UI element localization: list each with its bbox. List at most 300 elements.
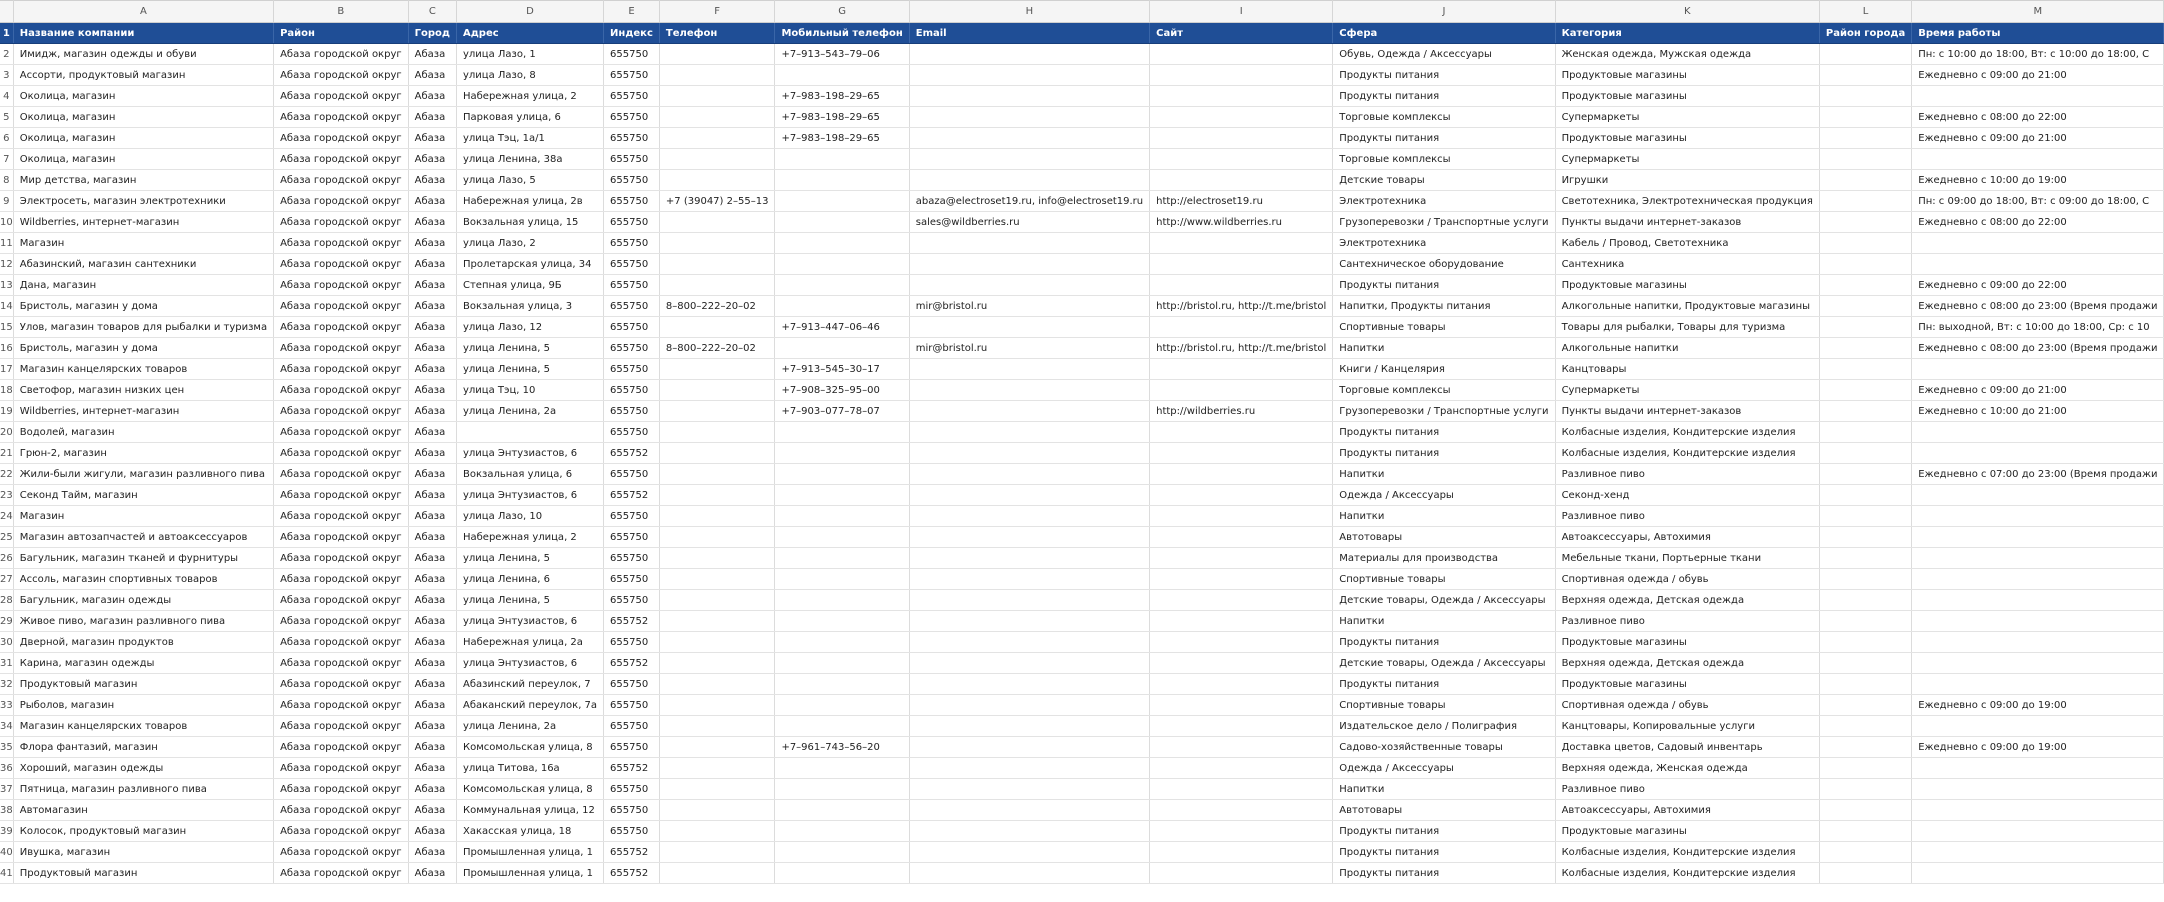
cell[interactable]: Ежедневно с 10:00 до 19:00 (1912, 170, 2164, 191)
cell[interactable]: Магазин канцелярских товаров (13, 716, 273, 737)
cell[interactable]: 655750 (604, 800, 660, 821)
cell[interactable] (775, 863, 909, 884)
cell[interactable]: Колбасные изделия, Кондитерские изделия (1555, 863, 1819, 884)
cell[interactable] (1150, 590, 1333, 611)
cell[interactable] (659, 695, 775, 716)
cell[interactable]: Абазинский переулок, 7 (456, 674, 603, 695)
cell[interactable] (775, 821, 909, 842)
cell[interactable]: Магазин автозапчастей и автоаксессуаров (13, 527, 273, 548)
cell[interactable]: Абаза (408, 338, 456, 359)
cell[interactable] (659, 590, 775, 611)
cell[interactable]: Ежедневно с 09:00 до 19:00 (1912, 737, 2164, 758)
row-number[interactable]: 3 (0, 65, 13, 86)
header-cell[interactable]: Время работы (1912, 23, 2164, 44)
cell[interactable]: 655750 (604, 149, 660, 170)
cell[interactable]: 655752 (604, 842, 660, 863)
cell[interactable] (1819, 275, 1911, 296)
row-number[interactable]: 28 (0, 590, 13, 611)
cell[interactable]: Вокзальная улица, 3 (456, 296, 603, 317)
cell[interactable] (909, 65, 1149, 86)
cell[interactable] (775, 212, 909, 233)
column-header-i[interactable]: I (1150, 1, 1333, 23)
header-cell[interactable]: Телефон (659, 23, 775, 44)
cell[interactable] (659, 464, 775, 485)
cell[interactable] (1912, 149, 2164, 170)
cell[interactable]: Абаза городской округ (274, 695, 409, 716)
cell[interactable] (659, 758, 775, 779)
cell[interactable] (659, 254, 775, 275)
cell[interactable]: mir@bristol.ru (909, 296, 1149, 317)
column-header-g[interactable]: G (775, 1, 909, 23)
cell[interactable]: Разливное пиво (1555, 611, 1819, 632)
cell[interactable]: Абаза (408, 527, 456, 548)
row-number[interactable]: 7 (0, 149, 13, 170)
cell[interactable]: Абаза (408, 65, 456, 86)
cell[interactable]: Абаза (408, 107, 456, 128)
column-header-b[interactable]: B (274, 1, 409, 23)
cell[interactable]: 655750 (604, 359, 660, 380)
cell[interactable]: Абаза городской округ (274, 254, 409, 275)
cell[interactable]: Автоаксессуары, Автохимия (1555, 800, 1819, 821)
row-number[interactable]: 12 (0, 254, 13, 275)
cell[interactable] (1819, 653, 1911, 674)
cell[interactable]: Алкогольные напитки, Продуктовые магазины (1555, 296, 1819, 317)
cell[interactable]: Абаза городской округ (274, 86, 409, 107)
cell[interactable] (1150, 632, 1333, 653)
cell[interactable] (775, 842, 909, 863)
cell[interactable]: Абаза (408, 86, 456, 107)
row-number[interactable]: 23 (0, 485, 13, 506)
cell[interactable]: Абаза (408, 128, 456, 149)
cell[interactable]: 655752 (604, 653, 660, 674)
cell[interactable] (1912, 758, 2164, 779)
cell[interactable] (1150, 653, 1333, 674)
cell[interactable] (1819, 485, 1911, 506)
cell[interactable] (1819, 170, 1911, 191)
cell[interactable]: Продуктовый магазин (13, 674, 273, 695)
cell[interactable] (775, 338, 909, 359)
cell[interactable]: Детские товары, Одежда / Аксессуары (1333, 590, 1555, 611)
cell[interactable]: улица Ленина, 5 (456, 338, 603, 359)
cell[interactable]: Абаза (408, 212, 456, 233)
cell[interactable] (775, 653, 909, 674)
cell[interactable] (775, 800, 909, 821)
cell[interactable] (659, 716, 775, 737)
cell[interactable]: Материалы для производства (1333, 548, 1555, 569)
cell[interactable] (1912, 863, 2164, 884)
cell[interactable]: Пролетарская улица, 34 (456, 254, 603, 275)
cell[interactable]: Дверной, магазин продуктов (13, 632, 273, 653)
cell[interactable] (909, 779, 1149, 800)
cell[interactable]: Женская одежда, Мужская одежда (1555, 44, 1819, 65)
cell[interactable]: Мебельные ткани, Портьерные ткани (1555, 548, 1819, 569)
cell[interactable]: Спортивная одежда / обувь (1555, 695, 1819, 716)
row-number[interactable]: 27 (0, 569, 13, 590)
column-header-j[interactable]: J (1333, 1, 1555, 23)
cell[interactable] (1150, 128, 1333, 149)
cell[interactable] (659, 485, 775, 506)
cell[interactable] (1819, 149, 1911, 170)
cell[interactable] (775, 569, 909, 590)
cell[interactable] (1150, 254, 1333, 275)
cell[interactable]: Магазин (13, 506, 273, 527)
cell[interactable] (775, 548, 909, 569)
cell[interactable]: Wildberries, интернет-магазин (13, 401, 273, 422)
cell[interactable]: Промышленная улица, 1 (456, 842, 603, 863)
cell[interactable]: 655750 (604, 275, 660, 296)
header-cell[interactable]: Категория (1555, 23, 1819, 44)
cell[interactable]: 655752 (604, 485, 660, 506)
cell[interactable] (909, 86, 1149, 107)
cell[interactable]: Одежда / Аксессуары (1333, 485, 1555, 506)
cell[interactable] (659, 674, 775, 695)
cell[interactable]: Кабель / Провод, Светотехника (1555, 233, 1819, 254)
cell[interactable]: Абаза городской округ (274, 653, 409, 674)
row-number[interactable]: 32 (0, 674, 13, 695)
cell[interactable] (1150, 674, 1333, 695)
cell[interactable] (1150, 170, 1333, 191)
cell[interactable]: +7–903–077–78–07 (775, 401, 909, 422)
cell[interactable] (775, 170, 909, 191)
cell[interactable]: Светотехника, Электротехническая продукция (1555, 191, 1819, 212)
cell[interactable]: Обувь, Одежда / Аксессуары (1333, 44, 1555, 65)
cell[interactable] (909, 359, 1149, 380)
cell[interactable]: Пн: с 10:00 до 18:00, Вт: с 10:00 до 18:00, С (1912, 44, 2164, 65)
cell[interactable] (775, 191, 909, 212)
cell[interactable] (1912, 653, 2164, 674)
cell[interactable]: Абаза (408, 149, 456, 170)
cell[interactable]: Магазин канцелярских товаров (13, 359, 273, 380)
cell[interactable]: Абаза городской округ (274, 674, 409, 695)
cell[interactable]: Абаза (408, 569, 456, 590)
cell[interactable]: Колбасные изделия, Кондитерские изделия (1555, 842, 1819, 863)
cell[interactable]: улица Титова, 16а (456, 758, 603, 779)
cell[interactable]: Продуктовые магазины (1555, 821, 1819, 842)
cell[interactable] (1819, 842, 1911, 863)
cell[interactable] (1150, 506, 1333, 527)
cell[interactable] (1819, 548, 1911, 569)
cell[interactable] (1150, 800, 1333, 821)
cell[interactable]: Напитки (1333, 338, 1555, 359)
cell[interactable]: Продукты питания (1333, 674, 1555, 695)
cell[interactable] (1150, 821, 1333, 842)
header-cell[interactable]: Город (408, 23, 456, 44)
cell[interactable] (775, 485, 909, 506)
cell[interactable] (909, 422, 1149, 443)
row-number[interactable]: 11 (0, 233, 13, 254)
cell[interactable]: Мир детства, магазин (13, 170, 273, 191)
cell[interactable] (775, 695, 909, 716)
cell[interactable]: Продуктовые магазины (1555, 128, 1819, 149)
cell[interactable] (775, 779, 909, 800)
cell[interactable]: Абаза городской округ (274, 296, 409, 317)
cell[interactable] (659, 611, 775, 632)
cell[interactable] (659, 44, 775, 65)
cell[interactable] (1150, 380, 1333, 401)
row-number[interactable]: 24 (0, 506, 13, 527)
cell[interactable]: 655752 (604, 758, 660, 779)
cell[interactable] (1912, 821, 2164, 842)
cell[interactable]: Абаза (408, 548, 456, 569)
cell[interactable]: Абаза (408, 170, 456, 191)
cell[interactable]: Абаза городской округ (274, 632, 409, 653)
cell[interactable]: Абаза городской округ (274, 44, 409, 65)
cell[interactable]: Грузоперевозки / Транспортные услуги (1333, 401, 1555, 422)
cell[interactable]: Абаза (408, 296, 456, 317)
column-header-k[interactable]: K (1555, 1, 1819, 23)
cell[interactable]: Продукты питания (1333, 821, 1555, 842)
cell[interactable] (775, 443, 909, 464)
cell[interactable]: Вокзальная улица, 15 (456, 212, 603, 233)
cell[interactable] (1819, 443, 1911, 464)
cell[interactable] (659, 317, 775, 338)
cell[interactable]: Набережная улица, 2 (456, 86, 603, 107)
cell[interactable] (909, 401, 1149, 422)
cell[interactable]: Напитки, Продукты питания (1333, 296, 1555, 317)
cell[interactable] (1150, 716, 1333, 737)
cell[interactable] (1819, 233, 1911, 254)
cell[interactable]: 655750 (604, 170, 660, 191)
cell[interactable]: Абаза городской округ (274, 569, 409, 590)
cell[interactable]: 655752 (604, 863, 660, 884)
cell[interactable]: Абаза (408, 44, 456, 65)
cell[interactable]: Спортивные товары (1333, 695, 1555, 716)
cell[interactable] (909, 44, 1149, 65)
cell[interactable] (775, 632, 909, 653)
cell[interactable] (1912, 674, 2164, 695)
cell[interactable]: Грюн-2, магазин (13, 443, 273, 464)
cell[interactable]: улица Ленина, 5 (456, 590, 603, 611)
cell[interactable]: Абазинский, магазин сантехники (13, 254, 273, 275)
column-header-f[interactable]: F (659, 1, 775, 23)
cell[interactable]: Бристоль, магазин у дома (13, 338, 273, 359)
cell[interactable]: Хакасская улица, 18 (456, 821, 603, 842)
cell[interactable] (1819, 422, 1911, 443)
cell[interactable] (1150, 548, 1333, 569)
cell[interactable] (659, 86, 775, 107)
cell[interactable]: http://bristol.ru, http://t.me/bristol (1150, 296, 1333, 317)
cell[interactable]: 655752 (604, 443, 660, 464)
cell[interactable] (775, 674, 909, 695)
cell[interactable]: Парковая улица, 6 (456, 107, 603, 128)
cell[interactable]: Улов, магазин товаров для рыбалки и туризма (13, 317, 273, 338)
cell[interactable]: Книги / Канцелярия (1333, 359, 1555, 380)
cell[interactable]: Напитки (1333, 464, 1555, 485)
cell[interactable]: Ассоль, магазин спортивных товаров (13, 569, 273, 590)
cell[interactable] (775, 590, 909, 611)
cell[interactable]: Абаза городской округ (274, 611, 409, 632)
cell[interactable] (1912, 506, 2164, 527)
cell[interactable]: Багульник, магазин одежды (13, 590, 273, 611)
cell[interactable]: http://wildberries.ru (1150, 401, 1333, 422)
cell[interactable] (1819, 611, 1911, 632)
header-cell[interactable]: Район (274, 23, 409, 44)
cell[interactable] (1819, 212, 1911, 233)
cell[interactable]: Продуктовый магазин (13, 863, 273, 884)
cell[interactable]: 655750 (604, 779, 660, 800)
cell[interactable]: Абаза (408, 800, 456, 821)
cell[interactable] (775, 233, 909, 254)
cell[interactable]: Абаза городской округ (274, 863, 409, 884)
cell[interactable]: Ежедневно с 09:00 до 21:00 (1912, 65, 2164, 86)
cell[interactable]: Садово-хозяйственные товары (1333, 737, 1555, 758)
cell[interactable]: Продукты питания (1333, 128, 1555, 149)
cell[interactable] (775, 758, 909, 779)
cell[interactable]: 655750 (604, 716, 660, 737)
cell[interactable] (659, 548, 775, 569)
cell[interactable] (659, 128, 775, 149)
cell[interactable] (1912, 716, 2164, 737)
row-number[interactable]: 34 (0, 716, 13, 737)
cell[interactable] (659, 443, 775, 464)
cell[interactable]: улица Ленина, 6 (456, 569, 603, 590)
column-header-e[interactable]: E (604, 1, 660, 23)
cell[interactable]: Набережная улица, 2в (456, 191, 603, 212)
cell[interactable]: Околица, магазин (13, 128, 273, 149)
cell[interactable]: 655750 (604, 527, 660, 548)
cell[interactable]: Игрушки (1555, 170, 1819, 191)
row-number[interactable]: 18 (0, 380, 13, 401)
cell[interactable] (909, 758, 1149, 779)
cell[interactable]: Абаза городской округ (274, 779, 409, 800)
cell[interactable]: Издательское дело / Полиграфия (1333, 716, 1555, 737)
cell[interactable]: Секонд Тайм, магазин (13, 485, 273, 506)
cell[interactable] (909, 254, 1149, 275)
cell[interactable] (659, 149, 775, 170)
cell[interactable]: +7–908–325–95–00 (775, 380, 909, 401)
cell[interactable]: Детские товары (1333, 170, 1555, 191)
cell[interactable] (909, 569, 1149, 590)
cell[interactable]: Абаза городской округ (274, 275, 409, 296)
cell[interactable]: Ежедневно с 09:00 до 22:00 (1912, 275, 2164, 296)
cell[interactable]: Алкогольные напитки (1555, 338, 1819, 359)
cell[interactable] (1150, 422, 1333, 443)
cell[interactable]: Абаза (408, 758, 456, 779)
cell[interactable]: Абаза (408, 506, 456, 527)
cell[interactable]: Продукты питания (1333, 632, 1555, 653)
cell[interactable]: Абаза городской округ (274, 464, 409, 485)
cell[interactable]: 655750 (604, 401, 660, 422)
cell[interactable]: Околица, магазин (13, 107, 273, 128)
cell[interactable]: Хороший, магазин одежды (13, 758, 273, 779)
cell[interactable]: 655750 (604, 212, 660, 233)
cell[interactable] (909, 716, 1149, 737)
cell[interactable]: Абаза (408, 401, 456, 422)
cell[interactable] (1150, 464, 1333, 485)
cell[interactable]: +7–913–543–79–06 (775, 44, 909, 65)
cell[interactable]: Напитки (1333, 506, 1555, 527)
header-cell[interactable]: Индекс (604, 23, 660, 44)
cell[interactable] (659, 632, 775, 653)
cell[interactable] (1150, 695, 1333, 716)
cell[interactable]: Абаза (408, 464, 456, 485)
cell[interactable]: Абаза городской округ (274, 842, 409, 863)
cell[interactable]: Абаза (408, 254, 456, 275)
cell[interactable]: 655750 (604, 233, 660, 254)
cell[interactable]: Сантехническое оборудование (1333, 254, 1555, 275)
row-number[interactable]: 30 (0, 632, 13, 653)
cell[interactable]: улица Энтузиастов, 6 (456, 485, 603, 506)
cell[interactable] (1819, 86, 1911, 107)
cell[interactable]: Живое пиво, магазин разливного пива (13, 611, 273, 632)
cell[interactable] (909, 107, 1149, 128)
cell[interactable] (1819, 359, 1911, 380)
cell[interactable]: Торговые комплексы (1333, 380, 1555, 401)
cell[interactable] (659, 779, 775, 800)
cell[interactable] (1819, 821, 1911, 842)
row-number[interactable]: 2 (0, 44, 13, 65)
cell[interactable]: Колбасные изделия, Кондитерские изделия (1555, 443, 1819, 464)
cell[interactable] (659, 653, 775, 674)
cell[interactable] (1819, 65, 1911, 86)
cell[interactable]: Колосок, продуктовый магазин (13, 821, 273, 842)
cell[interactable]: Ежедневно с 08:00 до 22:00 (1912, 107, 2164, 128)
cell[interactable] (909, 506, 1149, 527)
row-number[interactable]: 17 (0, 359, 13, 380)
cell[interactable] (1150, 443, 1333, 464)
row-number[interactable]: 20 (0, 422, 13, 443)
cell[interactable] (1819, 191, 1911, 212)
cell[interactable] (659, 233, 775, 254)
cell[interactable] (1912, 842, 2164, 863)
cell[interactable] (909, 128, 1149, 149)
cell[interactable]: Напитки (1333, 611, 1555, 632)
cell[interactable] (909, 611, 1149, 632)
cell[interactable]: 655750 (604, 737, 660, 758)
cell[interactable] (775, 149, 909, 170)
cell[interactable]: Комсомольская улица, 8 (456, 779, 603, 800)
header-cell[interactable]: Сайт (1150, 23, 1333, 44)
cell[interactable]: Напитки (1333, 779, 1555, 800)
row-number[interactable]: 21 (0, 443, 13, 464)
cell[interactable] (909, 737, 1149, 758)
cell[interactable]: Абаза (408, 485, 456, 506)
cell[interactable] (1819, 254, 1911, 275)
cell[interactable]: Светофор, магазин низких цен (13, 380, 273, 401)
cell[interactable] (909, 548, 1149, 569)
cell[interactable] (1150, 863, 1333, 884)
cell[interactable]: Верхняя одежда, Детская одежда (1555, 590, 1819, 611)
cell[interactable]: 8–800–222–20–02 (659, 338, 775, 359)
cell[interactable] (909, 464, 1149, 485)
cell[interactable]: Бристоль, магазин у дома (13, 296, 273, 317)
cell[interactable]: Супермаркеты (1555, 149, 1819, 170)
cell[interactable]: Абаза городской округ (274, 107, 409, 128)
row-number[interactable]: 14 (0, 296, 13, 317)
header-cell[interactable]: Мобильный телефон (775, 23, 909, 44)
cell[interactable] (1819, 569, 1911, 590)
cell[interactable]: Абаза городской округ (274, 590, 409, 611)
cell[interactable] (1912, 443, 2164, 464)
cell[interactable] (659, 107, 775, 128)
cell[interactable] (1819, 737, 1911, 758)
cell[interactable]: Продукты питания (1333, 842, 1555, 863)
cell[interactable]: Ежедневно с 10:00 до 21:00 (1912, 401, 2164, 422)
cell[interactable]: Электротехника (1333, 191, 1555, 212)
cell[interactable]: Абаза городской округ (274, 317, 409, 338)
cell[interactable]: Флора фантазий, магазин (13, 737, 273, 758)
cell[interactable]: Абаза (408, 380, 456, 401)
cell[interactable]: Абаза городской округ (274, 758, 409, 779)
cell[interactable]: Пн: с 09:00 до 18:00, Вт: с 09:00 до 18:00, С (1912, 191, 2164, 212)
cell[interactable]: Торговые комплексы (1333, 107, 1555, 128)
cell[interactable] (1150, 86, 1333, 107)
cell[interactable]: 655750 (604, 422, 660, 443)
cell[interactable]: 655750 (604, 590, 660, 611)
cell[interactable]: Абаза (408, 275, 456, 296)
cell[interactable]: Ежедневно с 08:00 до 23:00 (Время продажи (1912, 296, 2164, 317)
cell[interactable] (1912, 548, 2164, 569)
